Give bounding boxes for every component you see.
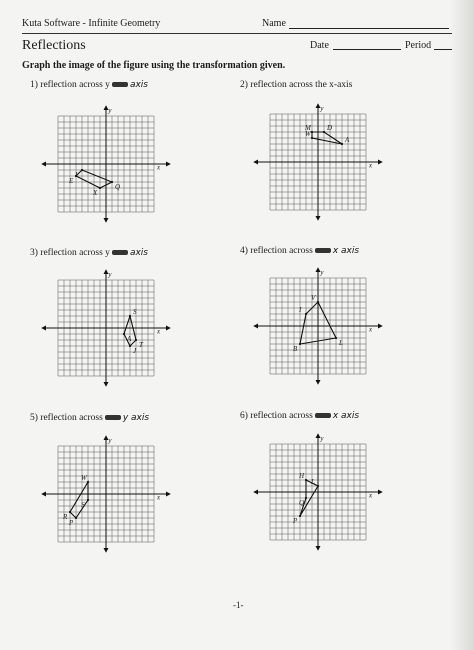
vertex-label: P xyxy=(293,517,298,525)
vertex-label: A xyxy=(127,335,132,343)
vertex-point xyxy=(81,169,83,171)
vertex-point xyxy=(135,339,137,341)
vertex-point xyxy=(87,481,89,483)
vertex-point xyxy=(69,511,71,513)
page-number: -1- xyxy=(233,600,244,610)
x-axis-label: x xyxy=(369,325,373,334)
problem-number: 5) xyxy=(30,413,38,423)
problem-5-label xyxy=(30,413,149,423)
arrow-icon xyxy=(253,160,258,165)
y-axis-label: y xyxy=(108,270,112,279)
problem-text: reflection across xyxy=(40,413,103,423)
vertex-label: R xyxy=(63,513,68,521)
problem-number: 2) xyxy=(240,80,248,90)
vertex-label: D xyxy=(327,124,333,132)
handwritten-answer: x axis xyxy=(332,411,360,421)
vertex-label: P xyxy=(69,519,74,527)
period-label: Period xyxy=(405,40,432,51)
vertex-point xyxy=(317,485,319,487)
arrow-icon xyxy=(166,162,171,167)
header-rule xyxy=(22,33,452,34)
arrow-icon xyxy=(378,490,383,495)
vertex-point xyxy=(317,301,319,303)
vertex-label: W xyxy=(81,474,87,482)
vertex-point xyxy=(311,131,313,133)
vertex-label: H xyxy=(299,472,305,480)
x-axis-label: x xyxy=(157,163,161,172)
x-axis-label: x xyxy=(157,327,161,336)
vertex-point xyxy=(87,499,89,501)
problem-text: reflection across y xyxy=(40,80,110,90)
arrow-icon xyxy=(104,382,109,387)
vertex-point xyxy=(305,497,307,499)
vertex-label: Q xyxy=(115,183,121,191)
x-axis-label: x xyxy=(369,161,373,170)
arrow-icon xyxy=(253,324,258,329)
problem-3-label xyxy=(30,248,148,258)
scribble-mark xyxy=(112,82,128,87)
handwritten-answer: axis xyxy=(129,80,148,90)
handwritten-answer: y axis xyxy=(122,413,150,423)
name-field-line[interactable] xyxy=(289,28,449,29)
problem-text: reflection across xyxy=(250,411,313,421)
vertex-point xyxy=(75,175,77,177)
arrow-icon xyxy=(104,548,109,553)
vertex-point xyxy=(305,313,307,315)
vertex-point xyxy=(323,131,325,133)
y-axis-label: y xyxy=(320,434,324,443)
scribble-mark xyxy=(315,413,331,418)
problem-text: reflection across y xyxy=(40,248,110,258)
graph-problem-5[interactable] xyxy=(40,428,172,560)
problem-number: 6) xyxy=(240,411,248,421)
vertex-label: L xyxy=(339,339,343,347)
arrow-icon xyxy=(41,162,46,167)
problem-number: 3) xyxy=(30,248,38,258)
vertex-point xyxy=(299,515,301,517)
vertex-label: T xyxy=(139,341,143,349)
instructions: Graph the image of the figure using the transformation given. xyxy=(22,60,286,71)
problem-text: reflection across xyxy=(250,246,313,256)
date-field-line[interactable] xyxy=(333,49,401,50)
vertex-label: W xyxy=(305,130,311,138)
vertex-point xyxy=(111,181,113,183)
graph-problem-6[interactable] xyxy=(252,426,384,558)
arrow-icon xyxy=(316,216,321,221)
vertex-label: S xyxy=(81,501,85,509)
vertex-point xyxy=(305,479,307,481)
problem-4-label xyxy=(240,246,359,256)
vertex-label: X xyxy=(93,189,98,197)
vertex-point xyxy=(129,315,131,317)
vertex-label: Q xyxy=(299,499,305,507)
graph-problem-2[interactable] xyxy=(252,96,384,228)
scribble-mark xyxy=(112,250,128,255)
vertex-label: J xyxy=(133,347,137,355)
y-axis-label: y xyxy=(108,106,112,115)
x-axis-label: x xyxy=(369,491,373,500)
problem-number: 1) xyxy=(30,80,38,90)
vertex-label: L xyxy=(311,478,315,486)
scan-shadow xyxy=(450,0,474,650)
graph-problem-1[interactable] xyxy=(40,98,172,230)
arrow-icon xyxy=(378,160,383,165)
worksheet-title: Reflections xyxy=(22,38,86,53)
vertex-point xyxy=(341,143,343,145)
vertex-point xyxy=(335,337,337,339)
vertex-label: M xyxy=(305,124,311,132)
arrow-icon xyxy=(253,490,258,495)
scribble-mark xyxy=(315,248,331,253)
vertex-label: E xyxy=(69,177,74,185)
vertex-label: I xyxy=(299,306,302,314)
graph-problem-4[interactable] xyxy=(252,260,384,392)
problem-2-label xyxy=(240,80,352,90)
graph-problem-3[interactable] xyxy=(40,262,172,394)
y-axis-label: y xyxy=(108,436,112,445)
problem-1-label xyxy=(30,80,148,90)
vertex-point xyxy=(299,343,301,345)
y-axis-label: y xyxy=(320,268,324,277)
vertex-label: B xyxy=(293,345,298,353)
arrow-icon xyxy=(378,324,383,329)
arrow-icon xyxy=(316,380,321,385)
problem-6-label xyxy=(240,411,359,421)
period-field-line[interactable] xyxy=(434,49,452,50)
problem-text: reflection across the x-axis xyxy=(250,80,353,90)
vertex-label: S xyxy=(133,308,137,316)
vertex-point xyxy=(311,137,313,139)
scribble-mark xyxy=(105,415,121,420)
arrow-icon xyxy=(104,218,109,223)
name-label: Name xyxy=(262,18,286,29)
vertex-point xyxy=(99,187,101,189)
arrow-icon xyxy=(166,326,171,331)
vertex-label: A xyxy=(345,136,350,144)
vertex-point xyxy=(75,517,77,519)
vertex-point xyxy=(129,345,131,347)
arrow-icon xyxy=(41,326,46,331)
handwritten-answer: axis xyxy=(129,248,148,258)
x-axis-label: x xyxy=(157,493,161,502)
arrow-icon xyxy=(166,492,171,497)
arrow-icon xyxy=(41,492,46,497)
problem-number: 4) xyxy=(240,246,248,256)
y-axis-label: y xyxy=(320,104,324,113)
handwritten-answer: x axis xyxy=(332,246,360,256)
date-label: Date xyxy=(310,40,329,51)
vertex-label: V xyxy=(311,294,316,302)
arrow-icon xyxy=(316,546,321,551)
vertex-point xyxy=(123,333,125,335)
software-name: Kuta Software - Infinite Geometry xyxy=(22,18,161,29)
